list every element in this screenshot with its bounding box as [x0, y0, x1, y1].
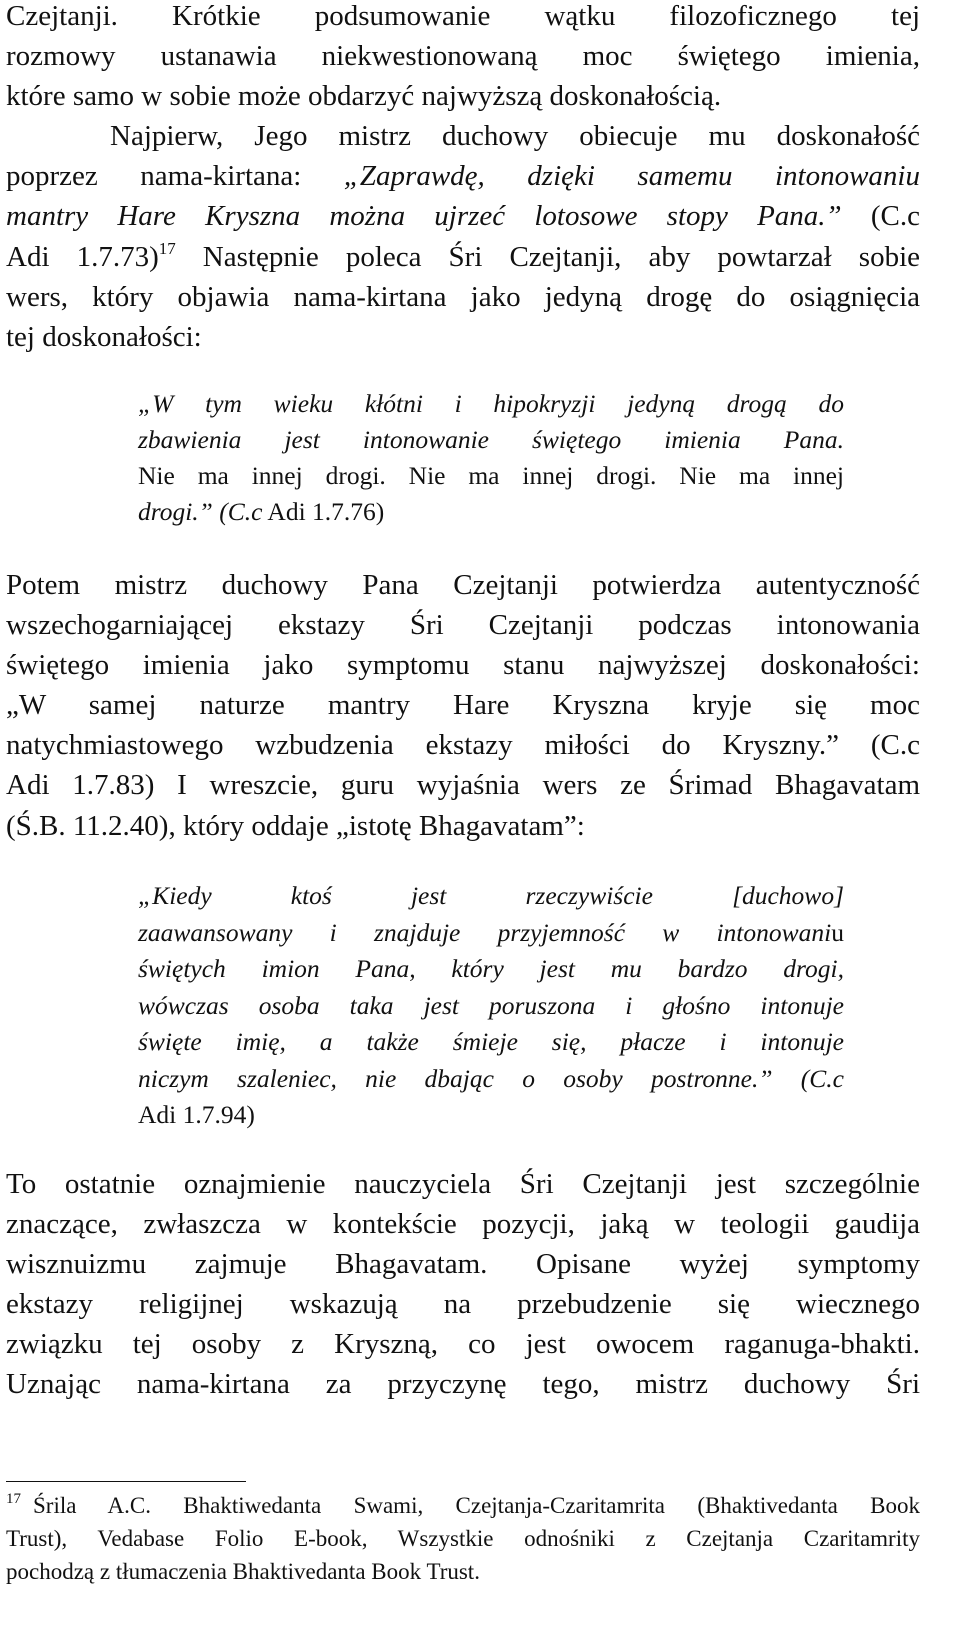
quote-line	[138, 915, 844, 952]
quote-line: święte imię, a także śmieje się, płacze i intonuje	[138, 1027, 844, 1056]
text-run: poprzez nama-kirtana:	[6, 160, 344, 193]
quote-line	[138, 494, 844, 530]
footnote-separator	[6, 1481, 246, 1482]
text-line: ekstazy religijnej wskazują na przebudzenie się wiecznego	[6, 1288, 920, 1321]
text-line: wszechogarniającej ekstazy Śri Czejtanji podczas intonowania	[6, 609, 920, 642]
text-run: (C.c	[841, 200, 920, 233]
footnote-line: Trust), Vedabase Folio E-book, Wszystkie odnośniki z Czejtanja Czaritamrity	[6, 1526, 920, 1551]
text-line: rozmowy ustanawia niekwestionowaną moc świętego imienia,	[6, 40, 920, 73]
text-line: Czejtanji. Krótkie podsumowanie wątku filozoficznego tej	[6, 0, 920, 32]
paragraph-1	[6, 0, 920, 357]
footnote-marker: 17	[6, 1491, 21, 1507]
text-line: To ostatnie oznajmienie nauczyciela Śri Czejtanji jest szczególnie	[6, 1168, 920, 1200]
text-run: u	[831, 917, 844, 947]
quote-line: świętych imion Pana, który jest mu bardzo drogi,	[138, 954, 844, 983]
text-line: natychmiastowego wzbudzenia ekstazy miłości do Kryszny.” (C.c	[6, 729, 920, 762]
text-line	[6, 196, 920, 236]
paragraph-3	[6, 1164, 920, 1405]
quote-line: Adi 1.7.94)	[138, 1100, 255, 1129]
text-line	[6, 156, 920, 196]
footnote-line: pochodzą z tłumaczenia Bhaktivedanta Book Trust.	[6, 1559, 480, 1584]
quote-line: niczym szaleniec, nie dbając o osoby postronne.” (C.c	[138, 1063, 844, 1093]
footnote-reference[interactable]: 17	[158, 238, 176, 258]
quote-line: „Kiedy ktoś jest rzeczywiście [duchowo]	[138, 881, 844, 910]
text-run: Następnie poleca Śri Czejtanji, aby powtarzał sobie	[175, 240, 920, 273]
paragraph-2	[6, 565, 920, 846]
quote-line: Nie ma innej drogi. Nie ma innej drogi. Nie ma innej	[138, 461, 844, 490]
text-line: znaczące, zwłaszcza w kontekście pozycji, jaką w teologii gaudija	[6, 1208, 920, 1241]
block-quote-1	[138, 386, 844, 530]
text-line: Potem mistrz duchowy Pana Czejtanji potwierdza autentyczność	[6, 569, 920, 601]
footnote	[6, 1489, 920, 1588]
text-run: Śrila A.C. Bhaktiwedanta Swami, Czejtanja-Czaritamrita (Bhaktivedanta Book	[33, 1493, 920, 1518]
quote-line: zbawienia jest intonowanie świętego imienia Pana.	[138, 425, 844, 454]
text-line: Uznając nama-kirtana za przyczynę tego, mistrz duchowy Śri	[6, 1368, 920, 1401]
italic-text-run: drogi.” (C.c	[138, 497, 263, 526]
text-line	[6, 237, 920, 277]
text-line: świętego imienia jako symptomu stanu najwyższej doskonałości:	[6, 649, 920, 682]
text-line: wisznuizmu zajmuje Bhagavatam. Opisane wyżej symptomy	[6, 1248, 920, 1281]
text-line: związku tej osoby z Kryszną, co jest owocem raganuga-bhakti.	[6, 1328, 920, 1361]
text-line: Adi 1.7.83) I wreszcie, guru wyjaśnia wers ze Śrimad Bhagavatam	[6, 769, 920, 802]
text-run: Adi 1.7.73)	[6, 240, 159, 273]
text-line: (Ś.B. 11.2.40), który oddaje „istotę Bhagavatam”:	[6, 809, 585, 842]
text-line: „W samej naturze mantry Hare Kryszna kryje się moc	[6, 689, 920, 722]
text-line: tej doskonałości:	[6, 320, 202, 353]
quote-line: wówczas osoba taka jest poruszona i głośno intonuje	[138, 990, 844, 1020]
italic-text-run: zaawansowany i znajduje przyjemność w intonowani	[138, 917, 832, 947]
quote-line: „W tym wieku kłótni i hipokryzji jedyną drogą do	[138, 389, 844, 418]
block-quote-2	[138, 878, 844, 1134]
italic-text-run: mantry Hare Kryszna można ujrzeć lotosowe stopy Pana.”	[6, 200, 842, 233]
text-line: wers, który objawia nama-kirtana jako jedyną drogę do osiągnięcia	[6, 280, 920, 313]
footnote-line	[6, 1489, 920, 1522]
italic-text-run: „Zaprawdę, dzięki samemu intonowaniu	[343, 160, 920, 193]
text-line: które samo w sobie może obdarzyć najwyższą doskonałością.	[6, 80, 722, 113]
text-line: Najpierw, Jego mistrz duchowy obiecuje mu doskonałość	[110, 120, 920, 153]
text-run: Adi 1.7.76)	[262, 497, 385, 526]
